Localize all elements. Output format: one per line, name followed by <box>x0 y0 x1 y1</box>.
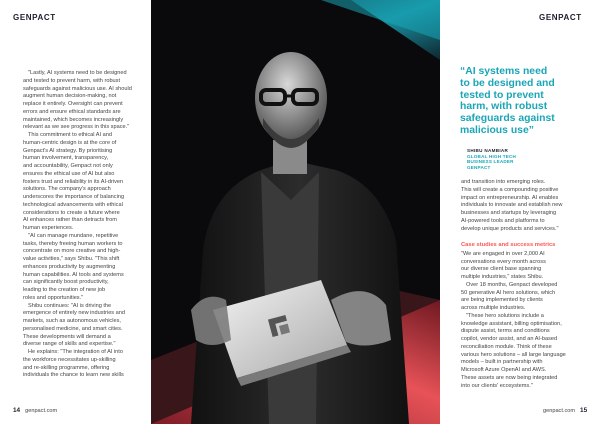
article-line: Over 18 months, Genpact developed <box>466 281 558 288</box>
article-line: concentrate on more creative and high- <box>23 248 121 255</box>
portrait-photo <box>151 0 440 424</box>
left-article-column <box>23 70 141 380</box>
article-line: AI enhances rather than detracts from <box>23 217 117 224</box>
article-line: human experiences. <box>23 225 74 231</box>
section-heading: Case studies and success metrics <box>461 242 556 248</box>
article-line: "AI can manage mundane, repetitive <box>28 232 119 239</box>
article-line: individuals the chance to learn new skills <box>23 372 124 379</box>
article-line: individuals to innovate and establish new <box>461 202 563 209</box>
article-line: This will create a compounding positive <box>461 186 559 193</box>
pull-quote-line: “AI systems need <box>460 66 548 77</box>
article-line: impact on entrepreneurship. AI enables <box>461 194 559 201</box>
article-line: roles and opportunities." <box>23 294 84 301</box>
footer-right <box>543 407 592 414</box>
attribution-role: BUSINESS LEADER <box>467 159 514 165</box>
footer-site-left: genpact.com <box>25 408 58 414</box>
attribution-role: GLOBAL HIGH TECH <box>467 153 517 159</box>
article-line: leading to the creation of new job <box>23 287 106 293</box>
footer-site-right: genpact.com <box>543 408 576 414</box>
article-line: Microsoft Azure OpenAI and AWS. <box>461 367 547 373</box>
article-line: the workforce necessitates up-skilling <box>23 356 116 363</box>
page-number-left: 14 <box>13 407 21 414</box>
article-line: into our clients' ecosystems." <box>461 382 533 389</box>
attribution-company: GENPACT <box>467 164 491 170</box>
header-brand-right: GENPACT <box>539 13 582 22</box>
article-line: various hero solutions – all large language <box>461 351 566 358</box>
article-line: 50 generative AI hero solutions, which <box>461 289 556 296</box>
article-line: safeguards against malicious use. AI should <box>23 85 132 92</box>
article-line: Genpact's AI strategy. By prioritising <box>23 147 113 154</box>
article-line: fosters trust and reliability in its AI-driven <box>23 178 124 185</box>
article-line: underscores the importance of balancing <box>23 194 125 200</box>
article-line: our diverse client base spanning <box>461 266 542 273</box>
article-line: replace it entirely. Oversight can prevent <box>23 101 123 107</box>
article-line: diverse range of skills and expertise." <box>23 341 116 348</box>
article-line: human involvement, transparency, <box>23 155 109 162</box>
article-line: and tested to prevent harm, with robust <box>23 77 121 84</box>
article-line: emergence of entirely new industries and <box>23 310 125 317</box>
article-line: AI-powered tools and platforms to <box>461 217 545 224</box>
article-line: This commitment to ethical AI and <box>28 132 112 138</box>
article-line: These assets are now being integrated <box>461 374 558 381</box>
article-line: augment human decision-making, not <box>23 93 117 100</box>
article-line: copilot, vendor assist, and an AI-based <box>461 336 558 342</box>
article-line: knowledge assistant, billing optimisation, <box>461 320 562 327</box>
article-line: personalised medicine, and smart cities. <box>23 325 123 332</box>
pull-quote-line: harm, with robust <box>460 101 548 113</box>
article-line: solutions. The company's approach <box>23 186 111 193</box>
article-line: multiple industries," states Shibu. <box>461 274 544 280</box>
article-line: dispute assist, terms and conditions <box>461 328 550 335</box>
right-article-column-bottom <box>461 240 591 390</box>
article-line: markets, such as autonomous vehicles, <box>23 318 121 324</box>
article-line: human capabilities. AI tools and systems <box>23 271 124 278</box>
pull-quote-line: safeguards against <box>460 113 555 125</box>
article-line: value activities," says Shibu. "This shift <box>23 256 120 262</box>
pull-quote-line: to be designed and <box>460 77 555 89</box>
pull-quote-line: tested to prevent <box>460 89 544 101</box>
article-line: tasks, thereby freeing human workers to <box>23 240 123 247</box>
article-line: relevant as we see progress in this space." <box>23 124 130 131</box>
article-line: models – built in partnership with <box>461 359 543 366</box>
article-line: maintained, which becomes increasingly <box>23 116 124 123</box>
article-line: "Lastly, AI systems need to be designed <box>28 70 127 76</box>
article-line: Shibu continues: "AI is driving the <box>28 302 112 309</box>
article-line: errors and ensure ethical standards are <box>23 108 121 115</box>
article-line: ensures the ethical use of AI but also <box>23 170 115 177</box>
page-number-right: 15 <box>580 407 588 414</box>
quote-attribution <box>467 148 516 170</box>
article-line: technological advancements with ethical <box>23 201 123 208</box>
article-line: "These hero solutions include a <box>466 312 544 319</box>
article-line: can significantly boost productivity, <box>23 279 109 286</box>
pull-quote-line: malicious use” <box>460 124 534 136</box>
article-line: and accountability, Genpact not only <box>23 163 113 169</box>
article-line: and re-skilling programme, offering <box>23 364 110 371</box>
article-line: and transition into emerging roles. <box>461 179 546 185</box>
article-line: conversations every month across <box>461 258 546 265</box>
article-line: "We are engaged in over 2,000 AI <box>461 250 545 257</box>
article-line: reconciliation module. Think of these <box>461 343 552 350</box>
footer-left <box>13 407 62 414</box>
right-article-column-top <box>461 179 591 233</box>
pull-quote <box>460 66 588 137</box>
article-line: human-centric design is at the core of <box>23 139 117 146</box>
article-line: considerations to create a future where <box>23 209 120 216</box>
article-line: across multiple industries. <box>461 305 526 311</box>
attribution-name: SHIBU NAMBIAR <box>467 148 509 153</box>
header-brand-left: GENPACT <box>13 13 56 22</box>
article-line: enhances productivity by augmenting <box>23 263 116 270</box>
article-line: He explains: "The integration of AI into <box>28 349 123 355</box>
article-line: are being implemented by clients <box>461 297 543 304</box>
article-line: businesses and startups by leveraging <box>461 210 557 216</box>
article-line: develop unique products and services." <box>461 225 559 232</box>
article-line: These developments will demand a <box>23 333 111 340</box>
